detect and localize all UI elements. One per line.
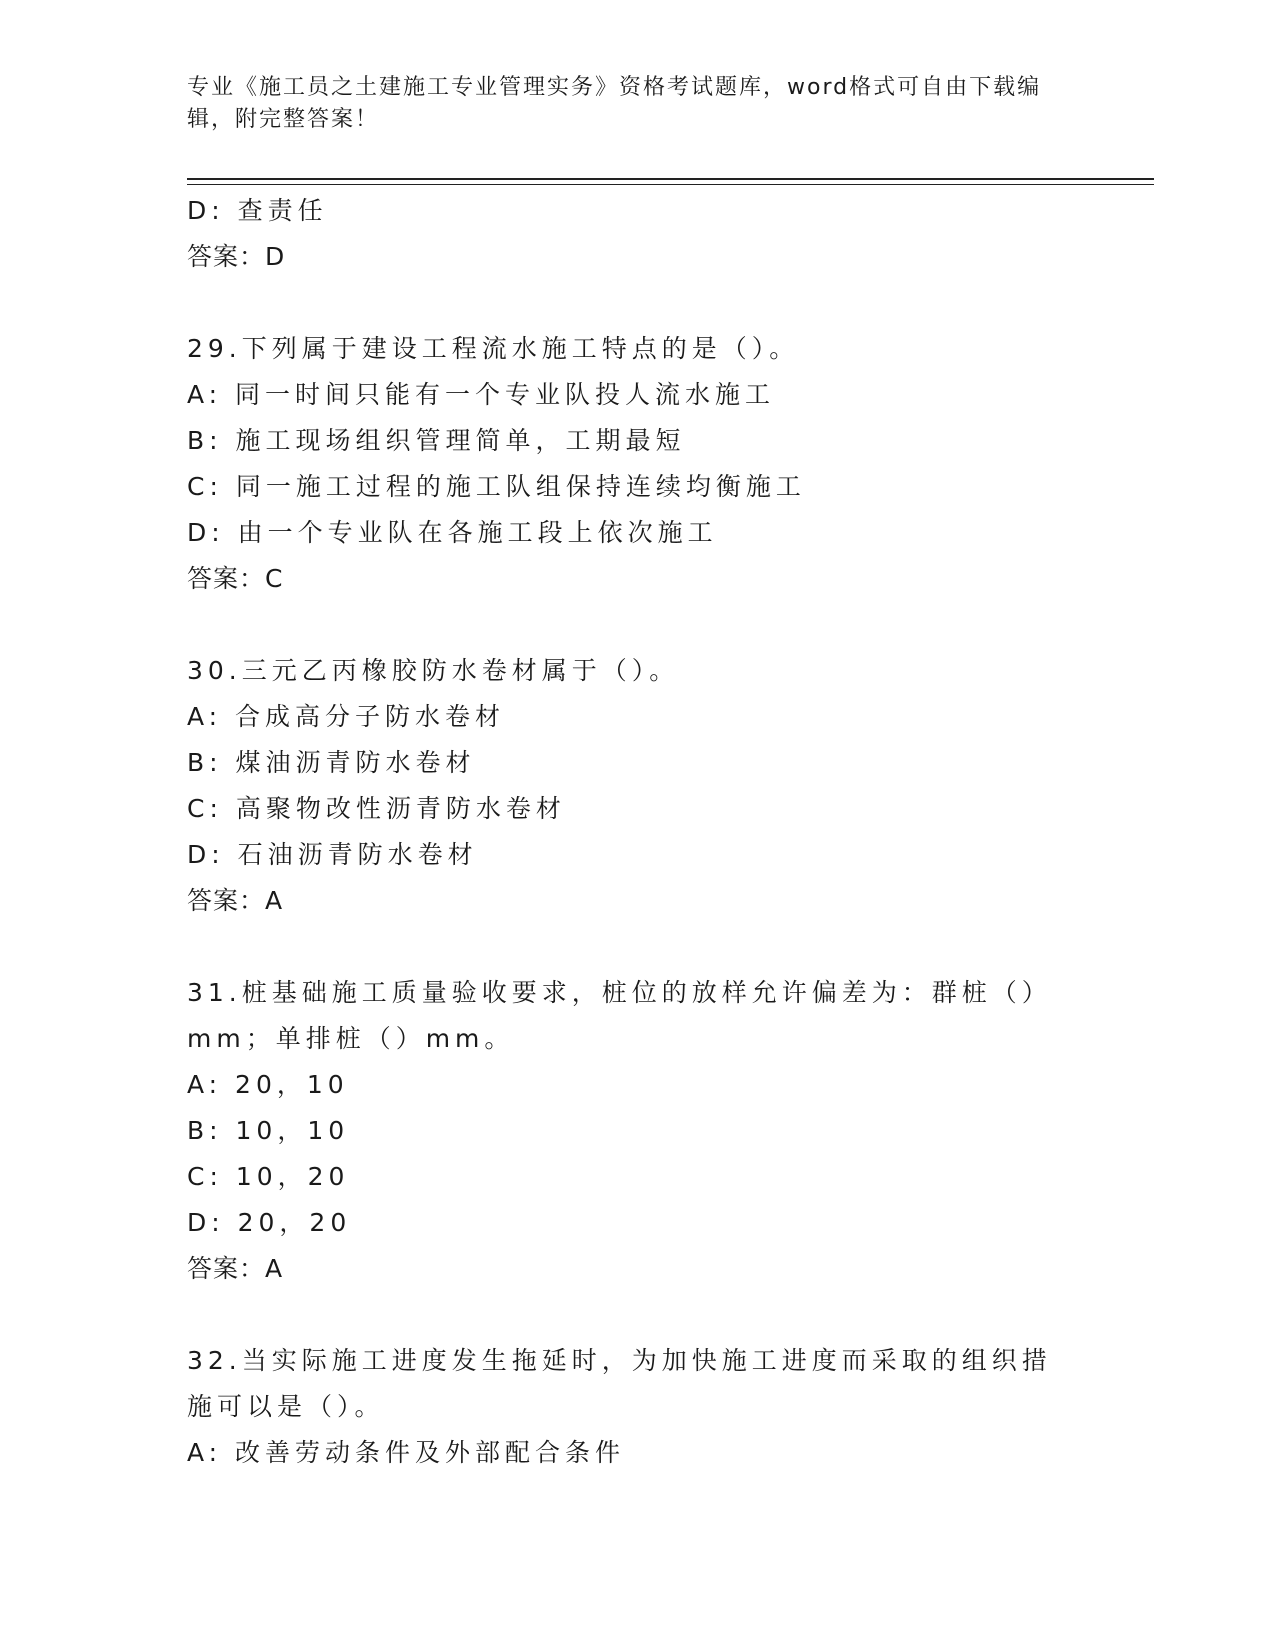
option-d: D: 石油沥青防水卷材 [187,840,478,869]
question-stem: 31.桩基础施工质量验收要求，桩位的放样允许偏差为：群桩（）mm；单排桩（）mm。 [187,978,1052,1053]
option-b: B: 煤油沥青防水卷材 [187,748,476,777]
header-divider-thick [187,178,1154,180]
option-a: A: 同一时间只能有一个专业队投人流水施工 [187,380,776,409]
question-stem: 32.当实际施工进度发生拖延时，为加快施工进度而采取的组织措施可以是（）。 [187,1346,1052,1421]
prev-option-d: D: 查责任 [187,196,328,225]
option-b: B: 施工现场组织管理简单，工期最短 [187,426,686,455]
option-c: C: 同一施工过程的施工队组保持连续均衡施工 [187,472,806,501]
question-stem: 29.下列属于建设工程流水施工特点的是（）。 [187,334,800,363]
spacer [187,924,1087,970]
question-32 [187,1338,1087,1476]
answer: 答案：C [187,564,284,593]
answer: 答案：A [187,886,284,915]
prev-answer: 答案：D [187,242,286,271]
question-31 [187,970,1087,1292]
option-c: C: 10，20 [187,1162,350,1191]
option-a: A: 改善劳动条件及外部配合条件 [187,1438,626,1467]
option-d: D: 20，20 [187,1208,352,1237]
option-a: A: 合成高分子防水卷材 [187,702,506,731]
question-29 [187,326,1087,602]
option-c: C: 高聚物改性沥青防水卷材 [187,794,566,823]
spacer [187,1292,1087,1338]
answer: 答案：A [187,1254,284,1283]
question-stem: 30.三元乙丙橡胶防水卷材属于（）。 [187,656,680,685]
option-a: A: 20，10 [187,1070,349,1099]
header-text: 专业《施工员之土建施工专业管理实务》资格考试题库，word格式可自由下载编辑，附完整答案！ [187,75,1042,132]
document-header [187,72,1067,136]
question-list [187,188,1087,1476]
header-divider-thin [187,184,1154,185]
question-30 [187,648,1087,924]
option-d: D: 由一个专业队在各施工段上依次施工 [187,518,718,547]
spacer [187,602,1087,648]
spacer [187,280,1087,326]
option-b: B: 10，10 [187,1116,350,1145]
